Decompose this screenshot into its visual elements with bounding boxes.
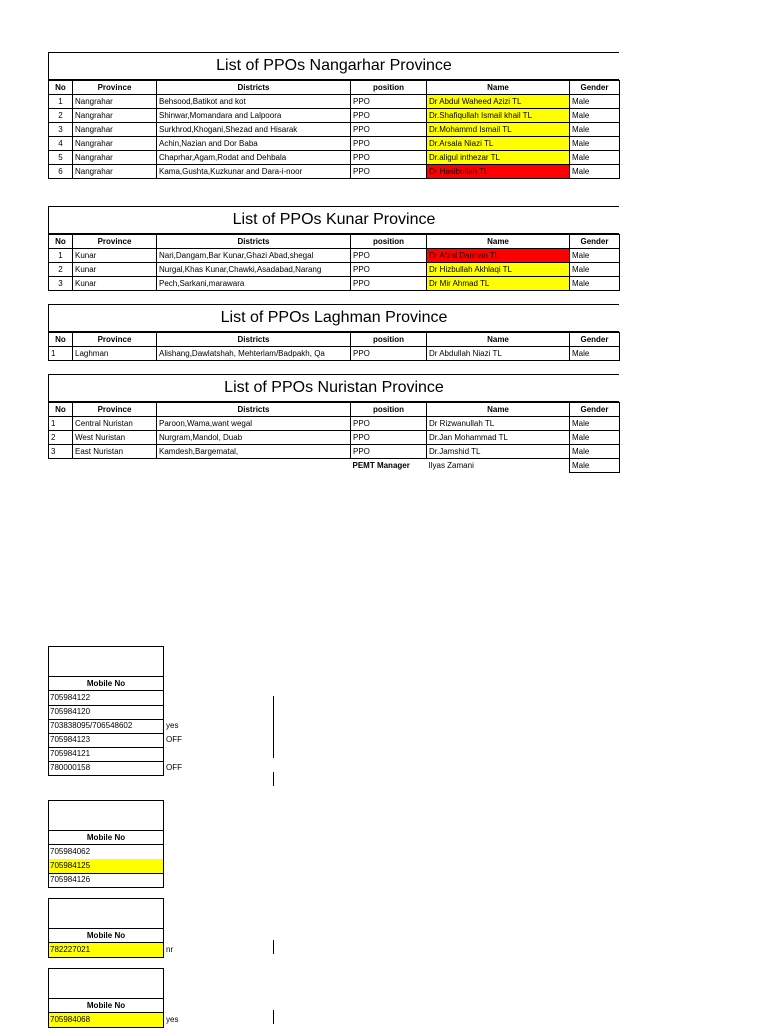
name-cell: Dr Abdul Waheed Azizi TL — [427, 95, 570, 109]
row-number: 2 — [49, 431, 73, 445]
province-cell: Nangrahar — [73, 137, 157, 151]
mobile-number: 705984125 — [48, 859, 164, 874]
province-cell: Nangrahar — [73, 165, 157, 179]
table-row — [49, 137, 620, 151]
mobile-row — [48, 943, 174, 957]
mobile-header: Mobile No — [48, 928, 164, 943]
mobile-block — [48, 898, 174, 957]
province-cell — [73, 459, 157, 473]
gender-cell: Male — [570, 249, 620, 263]
districts-cell: Shinwar,Momandara and Lalpoora — [157, 109, 351, 123]
districts-cell: Surkhrod,Khogani,Shezad and Hisarak — [157, 123, 351, 137]
table-row — [49, 151, 620, 165]
districts-cell: Achin,Nazian and Dor Baba — [157, 137, 351, 151]
mobile-row — [48, 761, 182, 775]
row-number: 2 — [49, 263, 73, 277]
row-number: 4 — [49, 137, 73, 151]
position-cell: PPO — [351, 263, 427, 277]
mobile-number: 705984121 — [48, 747, 164, 762]
mobile-number: 705984122 — [48, 691, 164, 706]
column-header: No — [49, 81, 73, 95]
kunar-table — [48, 234, 620, 291]
province-cell: Central Nuristan — [73, 417, 157, 431]
name-cell: Dr Hasibullah TL — [427, 165, 570, 179]
row-number: 6 — [49, 165, 73, 179]
divider-line — [273, 772, 274, 786]
column-header: Province — [73, 235, 157, 249]
name-cell: Dr Abdullah Niazi TL — [427, 347, 570, 361]
header-row — [49, 403, 620, 417]
districts-cell: Paroon,Wama,want wegal — [157, 417, 351, 431]
gender-cell: Male — [570, 109, 620, 123]
mobile-number: 705984068 — [48, 1013, 164, 1028]
gender-cell: Male — [570, 417, 620, 431]
table-row — [49, 417, 620, 431]
table-row — [49, 123, 620, 137]
mobile-row — [48, 1013, 179, 1027]
table-row — [49, 165, 620, 179]
districts-cell: Chaprhar,Agam,Rodat and Dehbala — [157, 151, 351, 165]
column-header: Name — [427, 81, 570, 95]
gender-cell: Male — [570, 445, 620, 459]
column-header: Name — [427, 235, 570, 249]
position-cell: PPO — [351, 109, 427, 123]
blank-cell — [48, 898, 164, 928]
districts-cell: Nari,Dangam,Bar Kunar,Ghazi Abad,shegal — [157, 249, 351, 263]
table-row — [49, 277, 620, 291]
section-title: List of PPOs Kunar Province — [48, 206, 619, 234]
districts-cell: Kamdesh,Bargematal, — [157, 445, 351, 459]
nuristan-section — [48, 374, 619, 473]
position-cell: PEMT Manager — [352, 460, 410, 470]
province-cell: Nangrahar — [73, 151, 157, 165]
gender-cell: Male — [570, 123, 620, 137]
position-cell: PPO — [351, 417, 427, 431]
name-cell: Dr.Mohammd Ismail TL — [427, 123, 570, 137]
gender-cell: Male — [570, 95, 620, 109]
row-number: 1 — [49, 249, 73, 263]
row-number: 1 — [49, 95, 73, 109]
row-number: 2 — [49, 109, 73, 123]
table-row — [49, 347, 620, 361]
mobile-number: 705984126 — [48, 873, 164, 888]
province-cell: Kunar — [73, 263, 157, 277]
name-cell: Dr.Arsala Niazi TL — [427, 137, 570, 151]
row-number: 3 — [49, 445, 73, 459]
nuristan-table — [48, 402, 620, 473]
divider-line — [273, 940, 274, 954]
position-cell: PPO — [351, 165, 427, 179]
gender-cell: Male — [570, 277, 620, 291]
row-number: 5 — [49, 151, 73, 165]
column-header: Districts — [157, 81, 351, 95]
header-row — [49, 333, 620, 347]
name-cell: Dr.Jan Mohammad TL — [427, 431, 570, 445]
gender-cell: Male — [570, 431, 620, 445]
gender-cell: Male — [570, 263, 620, 277]
kunar-section — [48, 206, 619, 291]
divider-line — [273, 696, 274, 758]
column-header: Gender — [570, 403, 620, 417]
column-header: Gender — [570, 333, 620, 347]
nangarhar-table — [48, 80, 620, 179]
mobile-note: yes — [166, 1015, 179, 1024]
name-cell: Ilyas Zamani — [428, 460, 474, 470]
column-header: position — [351, 235, 427, 249]
position-cell: PPO — [351, 431, 427, 445]
table-row — [49, 95, 620, 109]
province-cell: Nangrahar — [73, 95, 157, 109]
name-cell: Dr.aligul inthezar TL — [427, 151, 570, 165]
column-header: Name — [427, 333, 570, 347]
mobile-row — [48, 859, 164, 873]
mobile-row — [48, 873, 164, 887]
mobile-row — [48, 845, 164, 859]
mobile-row — [48, 719, 179, 733]
position-cell: PPO — [351, 347, 427, 361]
gender-cell: Male — [570, 151, 620, 165]
section-title: List of PPOs Nuristan Province — [48, 374, 619, 402]
districts-cell: Kama,Gushta,Kuzkunar and Dara-i-noor — [157, 165, 351, 179]
mobile-number: 705984120 — [48, 705, 164, 720]
mobile-block — [48, 968, 179, 1027]
name-cell: Dr.Jamshid TL — [427, 445, 570, 459]
gender-cell: Male — [570, 459, 620, 473]
blank-cell — [48, 968, 164, 998]
province-cell: Kunar — [73, 249, 157, 263]
province-cell: Laghman — [73, 347, 157, 361]
districts-cell: Alishang,Dawlatshah, Mehterlam/Badpakh, Qa — [157, 347, 351, 361]
gender-cell: Male — [570, 165, 620, 179]
gender-cell: Male — [570, 137, 620, 151]
section-title: List of PPOs Laghman Province — [48, 304, 619, 332]
districts-cell: Nurgram,Mandol, Duab — [157, 431, 351, 445]
column-header: No — [49, 333, 73, 347]
column-header: Gender — [570, 81, 620, 95]
province-cell: Kunar — [73, 277, 157, 291]
name-cell: Dr Rizwanullah TL — [427, 417, 570, 431]
name-cell: Dr.Shafiqullah Ismail khail TL — [427, 109, 570, 123]
mobile-row — [48, 733, 182, 747]
province-cell: Nangrahar — [73, 123, 157, 137]
table-row — [49, 263, 620, 277]
blank-cell — [48, 800, 164, 830]
mobile-header: Mobile No — [48, 998, 164, 1013]
name-cell: Dr Afzal Darman TL — [427, 249, 570, 263]
column-header: Province — [73, 403, 157, 417]
mobile-block — [48, 800, 164, 887]
laghman-table — [48, 332, 620, 361]
table-row — [49, 445, 620, 459]
districts-cell: Pech,Sarkani,marawara — [157, 277, 351, 291]
column-header: Districts — [157, 235, 351, 249]
position-cell: PPO — [351, 95, 427, 109]
table-row — [49, 431, 620, 445]
position-cell: PPO — [351, 277, 427, 291]
row-number — [49, 459, 73, 473]
name-cell: Dr Mir Ahmad TL — [427, 277, 570, 291]
mobile-note: OFF — [166, 763, 182, 772]
header-row — [49, 81, 620, 95]
column-header: Districts — [157, 403, 351, 417]
table-row — [49, 249, 620, 263]
row-number: 1 — [49, 417, 73, 431]
row-number: 1 — [49, 347, 73, 361]
position-cell: PPO — [351, 151, 427, 165]
column-header: Province — [73, 81, 157, 95]
column-header: Districts — [157, 333, 351, 347]
column-header: position — [351, 81, 427, 95]
table-row — [49, 459, 620, 473]
nangarhar-section — [48, 52, 619, 179]
name-cell: Dr Hizbullah Akhlaqi TL — [427, 263, 570, 277]
province-cell: East Nuristan — [73, 445, 157, 459]
gender-cell: Male — [570, 347, 620, 361]
row-number: 3 — [49, 123, 73, 137]
districts-cell: Nurgal,Khas Kunar,Chawki,Asadabad,Narang — [157, 263, 351, 277]
column-header: Gender — [570, 235, 620, 249]
position-cell: PPO — [351, 249, 427, 263]
position-cell: PPO — [351, 137, 427, 151]
column-header: Name — [427, 403, 570, 417]
section-title: List of PPOs Nangarhar Province — [48, 52, 619, 80]
mobile-row — [48, 705, 164, 719]
table-row — [49, 109, 620, 123]
column-header: No — [49, 403, 73, 417]
column-header: Province — [73, 333, 157, 347]
mobile-note: OFF — [166, 735, 182, 744]
districts-cell: Behsood,Batikot and kot — [157, 95, 351, 109]
column-header: No — [49, 235, 73, 249]
mobile-number: 705984123 — [48, 733, 164, 748]
column-header: position — [351, 333, 427, 347]
mobile-header: Mobile No — [48, 676, 164, 691]
province-cell: Nangrahar — [73, 109, 157, 123]
mobile-header: Mobile No — [48, 830, 164, 845]
divider-line — [273, 1010, 274, 1024]
column-header: position — [351, 403, 427, 417]
mobile-number: 782227021 — [48, 943, 164, 958]
districts-cell — [157, 459, 351, 473]
mobile-number: 780000158 — [48, 761, 164, 776]
mobile-block — [48, 646, 182, 775]
row-number: 3 — [49, 277, 73, 291]
mobile-note: nr — [166, 945, 174, 954]
position-cell: PPO — [351, 123, 427, 137]
mobile-note: yes — [166, 721, 179, 730]
position-cell: PPO — [351, 445, 427, 459]
mobile-row — [48, 691, 164, 705]
mobile-number: 705984062 — [48, 845, 164, 860]
blank-cell — [48, 646, 164, 676]
header-row — [49, 235, 620, 249]
mobile-number: 703838095/706548602 — [48, 719, 164, 734]
mobile-row — [48, 747, 164, 761]
laghman-section — [48, 304, 619, 361]
province-cell: West Nuristan — [73, 431, 157, 445]
